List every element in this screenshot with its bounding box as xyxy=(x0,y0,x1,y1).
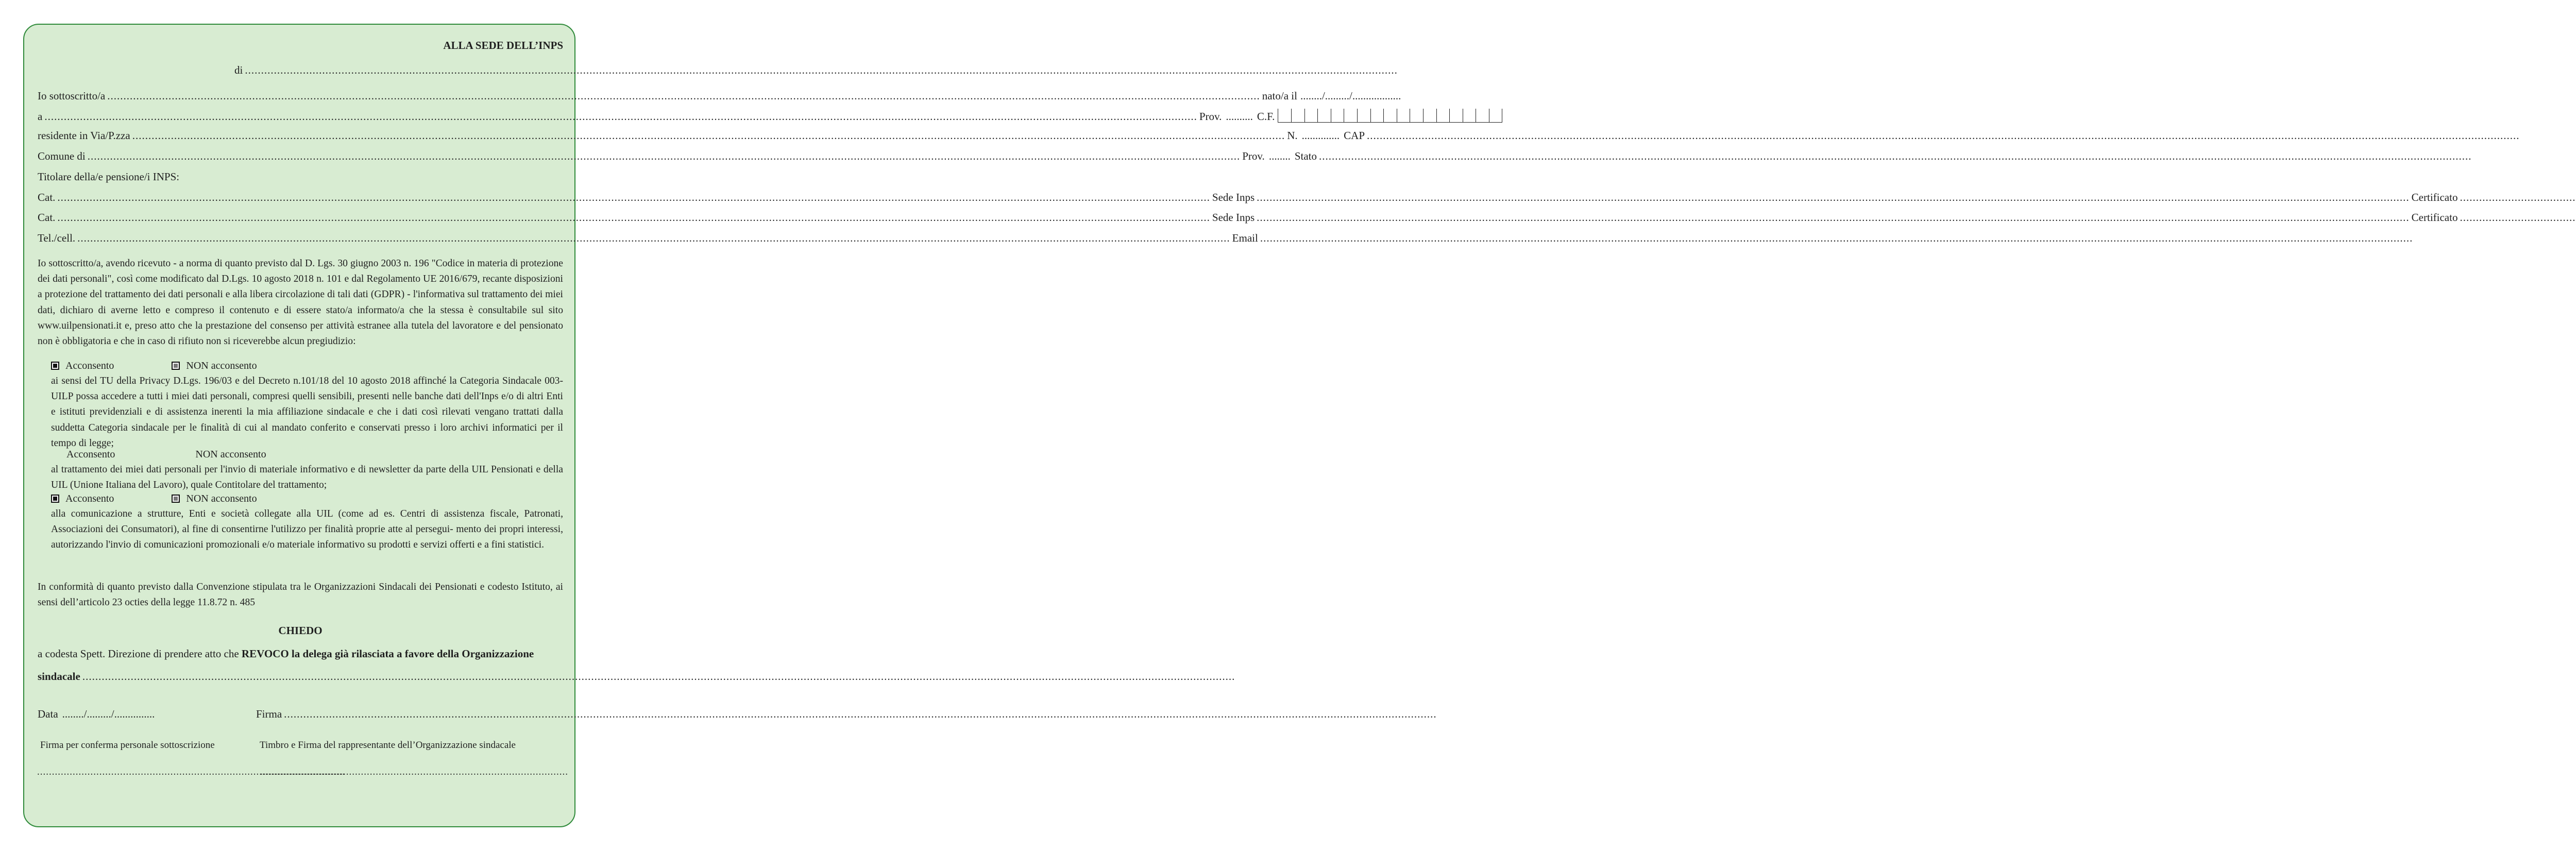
consent-row-2 xyxy=(51,448,266,461)
deny-label: NON acconsento xyxy=(186,493,257,504)
city-row xyxy=(38,150,1317,162)
pension-title xyxy=(38,171,563,183)
birthplace-field[interactable] xyxy=(44,110,1197,123)
contact-row xyxy=(38,232,1258,244)
phone-label: Tel./cell. xyxy=(38,232,76,244)
consent-label: Acconsento xyxy=(65,360,114,371)
cf-cell[interactable] xyxy=(1383,109,1397,122)
cf-cell[interactable] xyxy=(1410,109,1423,122)
cf-cell[interactable] xyxy=(1304,109,1318,122)
pension-title-text: Titolare della/e pensione/i INPS: xyxy=(38,171,180,183)
deny-label: NON acconsento xyxy=(195,449,266,460)
request-revoke-text: REVOCO la delega già rilasciata a favore della Organizzazione xyxy=(241,647,534,660)
email-field[interactable] xyxy=(1260,232,2413,244)
cf-cell[interactable] xyxy=(1317,109,1331,122)
union-field[interactable] xyxy=(82,670,1235,683)
clause-1-text: ai sensi del TU della Privacy D.Lgs. 196/03 e del Decreto n.101/18 del 10 agosto 2018 affinché la Categoria Sindacale 003-UILP possa accedere a tutti i miei dati personali, compresi quelli sensibili, presenti nelle banche dati dell'Inps e/o di altri Enti e istituti previdenziali e di assistenza inerenti la mia affiliazione sindacale e che i dati così rilevati vengano trattati dalla suddetta Categoria sindacale per le finalità di cui al mandato conferito e conservati presso i loro archivi informatici per il tempo di legge; xyxy=(51,376,563,449)
cap-field[interactable] xyxy=(1367,129,2520,142)
city-prov-field[interactable]: ........ xyxy=(1268,150,1291,162)
deny-checkbox-3[interactable] xyxy=(172,495,180,503)
signature-label: Firma xyxy=(256,708,282,720)
cf-cell[interactable] xyxy=(1436,109,1450,122)
cf-cell[interactable] xyxy=(1370,109,1384,122)
certificato-field[interactable] xyxy=(2460,191,2576,203)
name-label: Io sottoscritto/a xyxy=(38,90,106,102)
cf-cell[interactable] xyxy=(1397,109,1410,122)
cap-label: CAP xyxy=(1344,129,1365,142)
privacy-intro-text: Io sottoscritto/a, avendo ricevuto - a norma di quanto previsto dal D. Lgs. 30 giugno 2003 n. 196 "Codice in materia di protezione dei dati personali", così come modificato dal D.Lgs. 10 agosto 2018 n. 101 e dal Regolamento UE 2016/679, recante disposizioni a protezione del trattamento dei dati personali e alla libera circolazione di tali dati (GDPR) - l'informativa sul trattamento dei miei dati, dichiaro di averne letto e compreso il contenuto e di essere stato/a informato/a che la stessa è consultabile sul sito www.uilpensionati.it e, preso atto che la prestazione del consenso per attività estranee alla tutela del lavoratore e del pensionato non è obbligatoria e che in caso di rifiuto non si riceverebbe alcun pregiudizio: xyxy=(38,258,563,347)
request-heading-text: CHIEDO xyxy=(278,624,323,637)
cf-cell[interactable] xyxy=(1489,109,1502,122)
stamp-signature-field[interactable]: ........................................................................................................ xyxy=(260,766,568,777)
number-label: N. xyxy=(1287,129,1298,142)
name-field[interactable] xyxy=(107,90,1260,102)
union-label: sindacale xyxy=(38,670,80,683)
state-label: Stato xyxy=(1294,150,1317,162)
title-text: ALLA SEDE DELL’INPS xyxy=(443,39,563,52)
inps-office-row xyxy=(234,64,563,76)
cf-cell[interactable] xyxy=(1331,109,1344,122)
signature-field[interactable] xyxy=(284,708,1437,720)
confirm-signature-label: Firma per conferma personale sottoscrizione xyxy=(40,740,215,751)
sede-label: Sede Inps xyxy=(1212,211,1255,224)
address-row xyxy=(38,129,1365,142)
consent-row-3 xyxy=(51,492,257,505)
date-row xyxy=(38,708,192,720)
sede-label: Sede Inps xyxy=(1212,191,1255,203)
prov-label: Prov. xyxy=(1199,110,1222,123)
signature-row xyxy=(256,708,563,720)
cf-cell[interactable] xyxy=(1278,109,1291,122)
deny-label: NON acconsento xyxy=(186,360,257,371)
cf-cell[interactable] xyxy=(1344,109,1357,122)
pension-row-1 xyxy=(38,191,2458,203)
street-field[interactable] xyxy=(132,129,1285,142)
deny-checkbox-1[interactable] xyxy=(172,362,180,370)
clause-1 xyxy=(51,373,563,451)
date-field[interactable]: ......../........./............... xyxy=(62,708,155,720)
confirm-signature-field[interactable]: ........................................................................................................ xyxy=(37,766,345,777)
cf-cell[interactable] xyxy=(1463,109,1476,122)
city-field[interactable] xyxy=(88,150,1241,162)
birthplace-row xyxy=(38,109,1275,123)
cf-cell[interactable] xyxy=(1357,109,1370,122)
cf-cell[interactable] xyxy=(1476,109,1489,122)
clause-3-text: alla comunicazione a strutture, Enti e società collegate alla UIL (come ad es. Centri di assistenza fiscale, Patronati, Associazioni dei Consumatori), al fine di consentirne l'utilizzo per finalità proprie atte al persegui- mento dei propri interessi, autorizzando l'invio di comunicazioni promozionali e/o materiale informativo su prodotti e servizi offerti e a fini statistici. xyxy=(51,508,563,551)
di-label: di xyxy=(234,64,243,76)
cat-label: Cat. xyxy=(38,191,56,203)
phone-field[interactable] xyxy=(77,232,1230,244)
convention-paragraph xyxy=(38,580,563,610)
stamp-signature-label: Timbro e Firma del rappresentante dell’Organizzazione sindacale xyxy=(260,740,516,751)
state-field[interactable] xyxy=(1319,150,2472,162)
request-text: a codesta Spett. Direzione di prendere atto che xyxy=(38,647,242,660)
cf-cell[interactable] xyxy=(1449,109,1463,122)
request-row xyxy=(38,647,563,660)
sede-field[interactable] xyxy=(1257,191,2410,203)
cf-cell[interactable] xyxy=(1291,109,1304,122)
convention-text: In conformità di quanto previsto dalla Convenzione stipulata tra le Organizzazioni Sindacali dei Pensionati e codesto Istituto, ai sensi dell’articolo 23 octies della legge 11.8.72 n. 485 xyxy=(38,582,563,608)
birth-label: nato/a il xyxy=(1262,90,1297,102)
form-title xyxy=(38,39,563,52)
cf-field[interactable] xyxy=(1278,109,1502,123)
consent-checkbox-3[interactable] xyxy=(51,495,59,503)
prov-field[interactable]: .......... xyxy=(1226,110,1253,123)
privacy-intro xyxy=(38,256,563,349)
email-label: Email xyxy=(1232,232,1258,244)
birthplace-label: a xyxy=(38,110,43,123)
clause-2 xyxy=(51,462,563,493)
birth-date-field[interactable]: ......../........./.................. xyxy=(1300,90,1401,102)
pension-row-2 xyxy=(38,211,2458,224)
clause-2-text: al trattamento dei miei dati personali per l'invio di materiale informativo e di newsletter da parte della UIL Pensionati e della UIL (Unione Italiana del Lavoro), quale Contitolare del trattamento; xyxy=(51,464,563,491)
consent-label: Acconsento xyxy=(65,493,114,504)
city-label: Comune di xyxy=(38,150,86,162)
number-field[interactable]: .............. xyxy=(1301,129,1340,142)
consent-label: Acconsento xyxy=(66,449,115,460)
request-heading xyxy=(38,624,563,637)
cf-label: C.F. xyxy=(1257,110,1275,123)
certificato-label: Certificato xyxy=(2411,191,2458,203)
consent-row-1 xyxy=(51,359,257,372)
certificato-label: Certificato xyxy=(2411,211,2458,224)
inps-office-field[interactable] xyxy=(245,64,1398,76)
date-label: Data xyxy=(38,708,58,720)
certificato-field[interactable] xyxy=(2460,211,2576,224)
cat-label: Cat. xyxy=(38,211,56,224)
clause-3 xyxy=(51,506,563,553)
street-label: residente in Via/P.zza xyxy=(38,129,130,142)
cat-field[interactable] xyxy=(57,211,1210,224)
city-prov-label: Prov. xyxy=(1242,150,1265,162)
cat-field[interactable] xyxy=(57,191,1210,203)
union-row xyxy=(38,670,563,683)
name-row xyxy=(38,90,1401,102)
sede-field[interactable] xyxy=(1257,211,2410,224)
cf-cell[interactable] xyxy=(1423,109,1436,122)
consent-checkbox-1[interactable] xyxy=(51,362,59,370)
